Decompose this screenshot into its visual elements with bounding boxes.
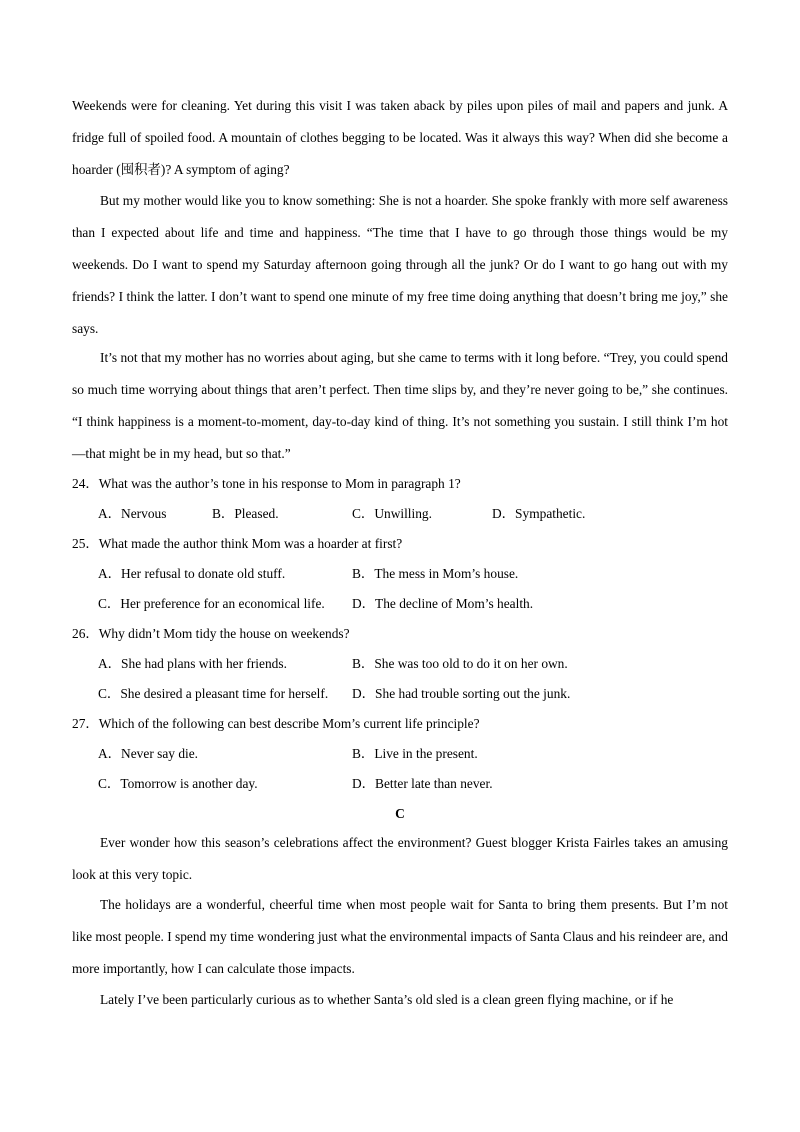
q24-option-c[interactable]: C．Unwilling. — [352, 506, 432, 521]
q25-option-b[interactable]: B．The mess in Mom’s house. — [352, 566, 519, 581]
q26-option-d[interactable]: D．She had trouble sorting out the junk. — [352, 686, 571, 701]
passage-b-paragraph-2: But my mother would like you to know something: She is not a hoarder. She spoke frankly with more self awareness than I expected about life and time and happiness. “The time that I have to go through those things would be my weekends. Do I want to spend my Saturday afternoon going through all the junk? Or do I want to go hang out with my friends? I think the latter. I don’t want to spend one minute of my free time doing anything that doesn’t bring me joy,” she says. — [72, 193, 728, 336]
section-heading-c: C — [395, 806, 405, 821]
q25-option-a[interactable]: A．Her refusal to donate old stuff. — [98, 566, 286, 581]
passage-b-paragraph-3: It’s not that my mother has no worries about aging, but she came to terms with it long before. “Trey, you could spend so much time worrying about things that aren’t perfect. Then time slips by, and they’re never going to be,” she continues. “I think happiness is a moment-to-moment, day-to-day kind of thing. It’s not something you sustain. I still think I’m hot—that might be in my head, but so that.” — [72, 350, 728, 461]
q24-option-a[interactable]: A．Nervous — [98, 506, 167, 521]
q26-option-b[interactable]: B．She was too old to do it on her own. — [352, 656, 568, 671]
passage-c-paragraph-3: Lately I’ve been particularly curious as to whether Santa’s old sled is a clean green flying machine, or if he — [100, 992, 674, 1007]
q27-option-b[interactable]: B．Live in the present. — [352, 746, 478, 761]
q24-option-b[interactable]: B．Pleased. — [212, 506, 279, 521]
q26-option-a[interactable]: A．She had plans with her friends. — [98, 656, 287, 671]
q27-option-d[interactable]: D．Better late than never. — [352, 776, 493, 791]
q27-option-c[interactable]: C．Tomorrow is another day. — [98, 776, 258, 791]
passage-c-paragraph-1: Ever wonder how this season’s celebrations affect the environment? Guest blogger Krista Fairles takes an amusing look at this very topic. — [72, 835, 728, 882]
q24-option-d[interactable]: D．Sympathetic. — [492, 506, 586, 521]
question-25: 25．What made the author think Mom was a hoarder at first? — [72, 536, 403, 551]
passage-c-paragraph-2: The holidays are a wonderful, cheerful time when most people wait for Santa to bring them presents. But I’m not like most people. I spend my time wondering just what the environmental impacts of Santa Claus and his reindeer are, and more importantly, how I can calculate those impacts. — [72, 897, 728, 976]
passage-b-paragraph-1: Weekends were for cleaning. Yet during this visit I was taken aback by piles upon piles of mail and papers and junk. A fridge full of spoiled food. A mountain of clothes begging to be located. Was it always this way? When did she become a hoarder (囤积者)? A symptom of aging? — [72, 98, 728, 177]
question-24: 24．What was the author’s tone in his response to Mom in paragraph 1? — [72, 476, 461, 491]
question-26: 26．Why didn’t Mom tidy the house on weekends? — [72, 626, 350, 641]
q25-option-d[interactable]: D．The decline of Mom’s health. — [352, 596, 534, 611]
q27-option-a[interactable]: A．Never say die. — [98, 746, 199, 761]
q26-option-c[interactable]: C．She desired a pleasant time for herself. — [98, 686, 329, 701]
q25-option-c[interactable]: C．Her preference for an economical life. — [98, 596, 325, 611]
question-27: 27．Which of the following can best describe Mom’s current life principle? — [72, 716, 480, 731]
